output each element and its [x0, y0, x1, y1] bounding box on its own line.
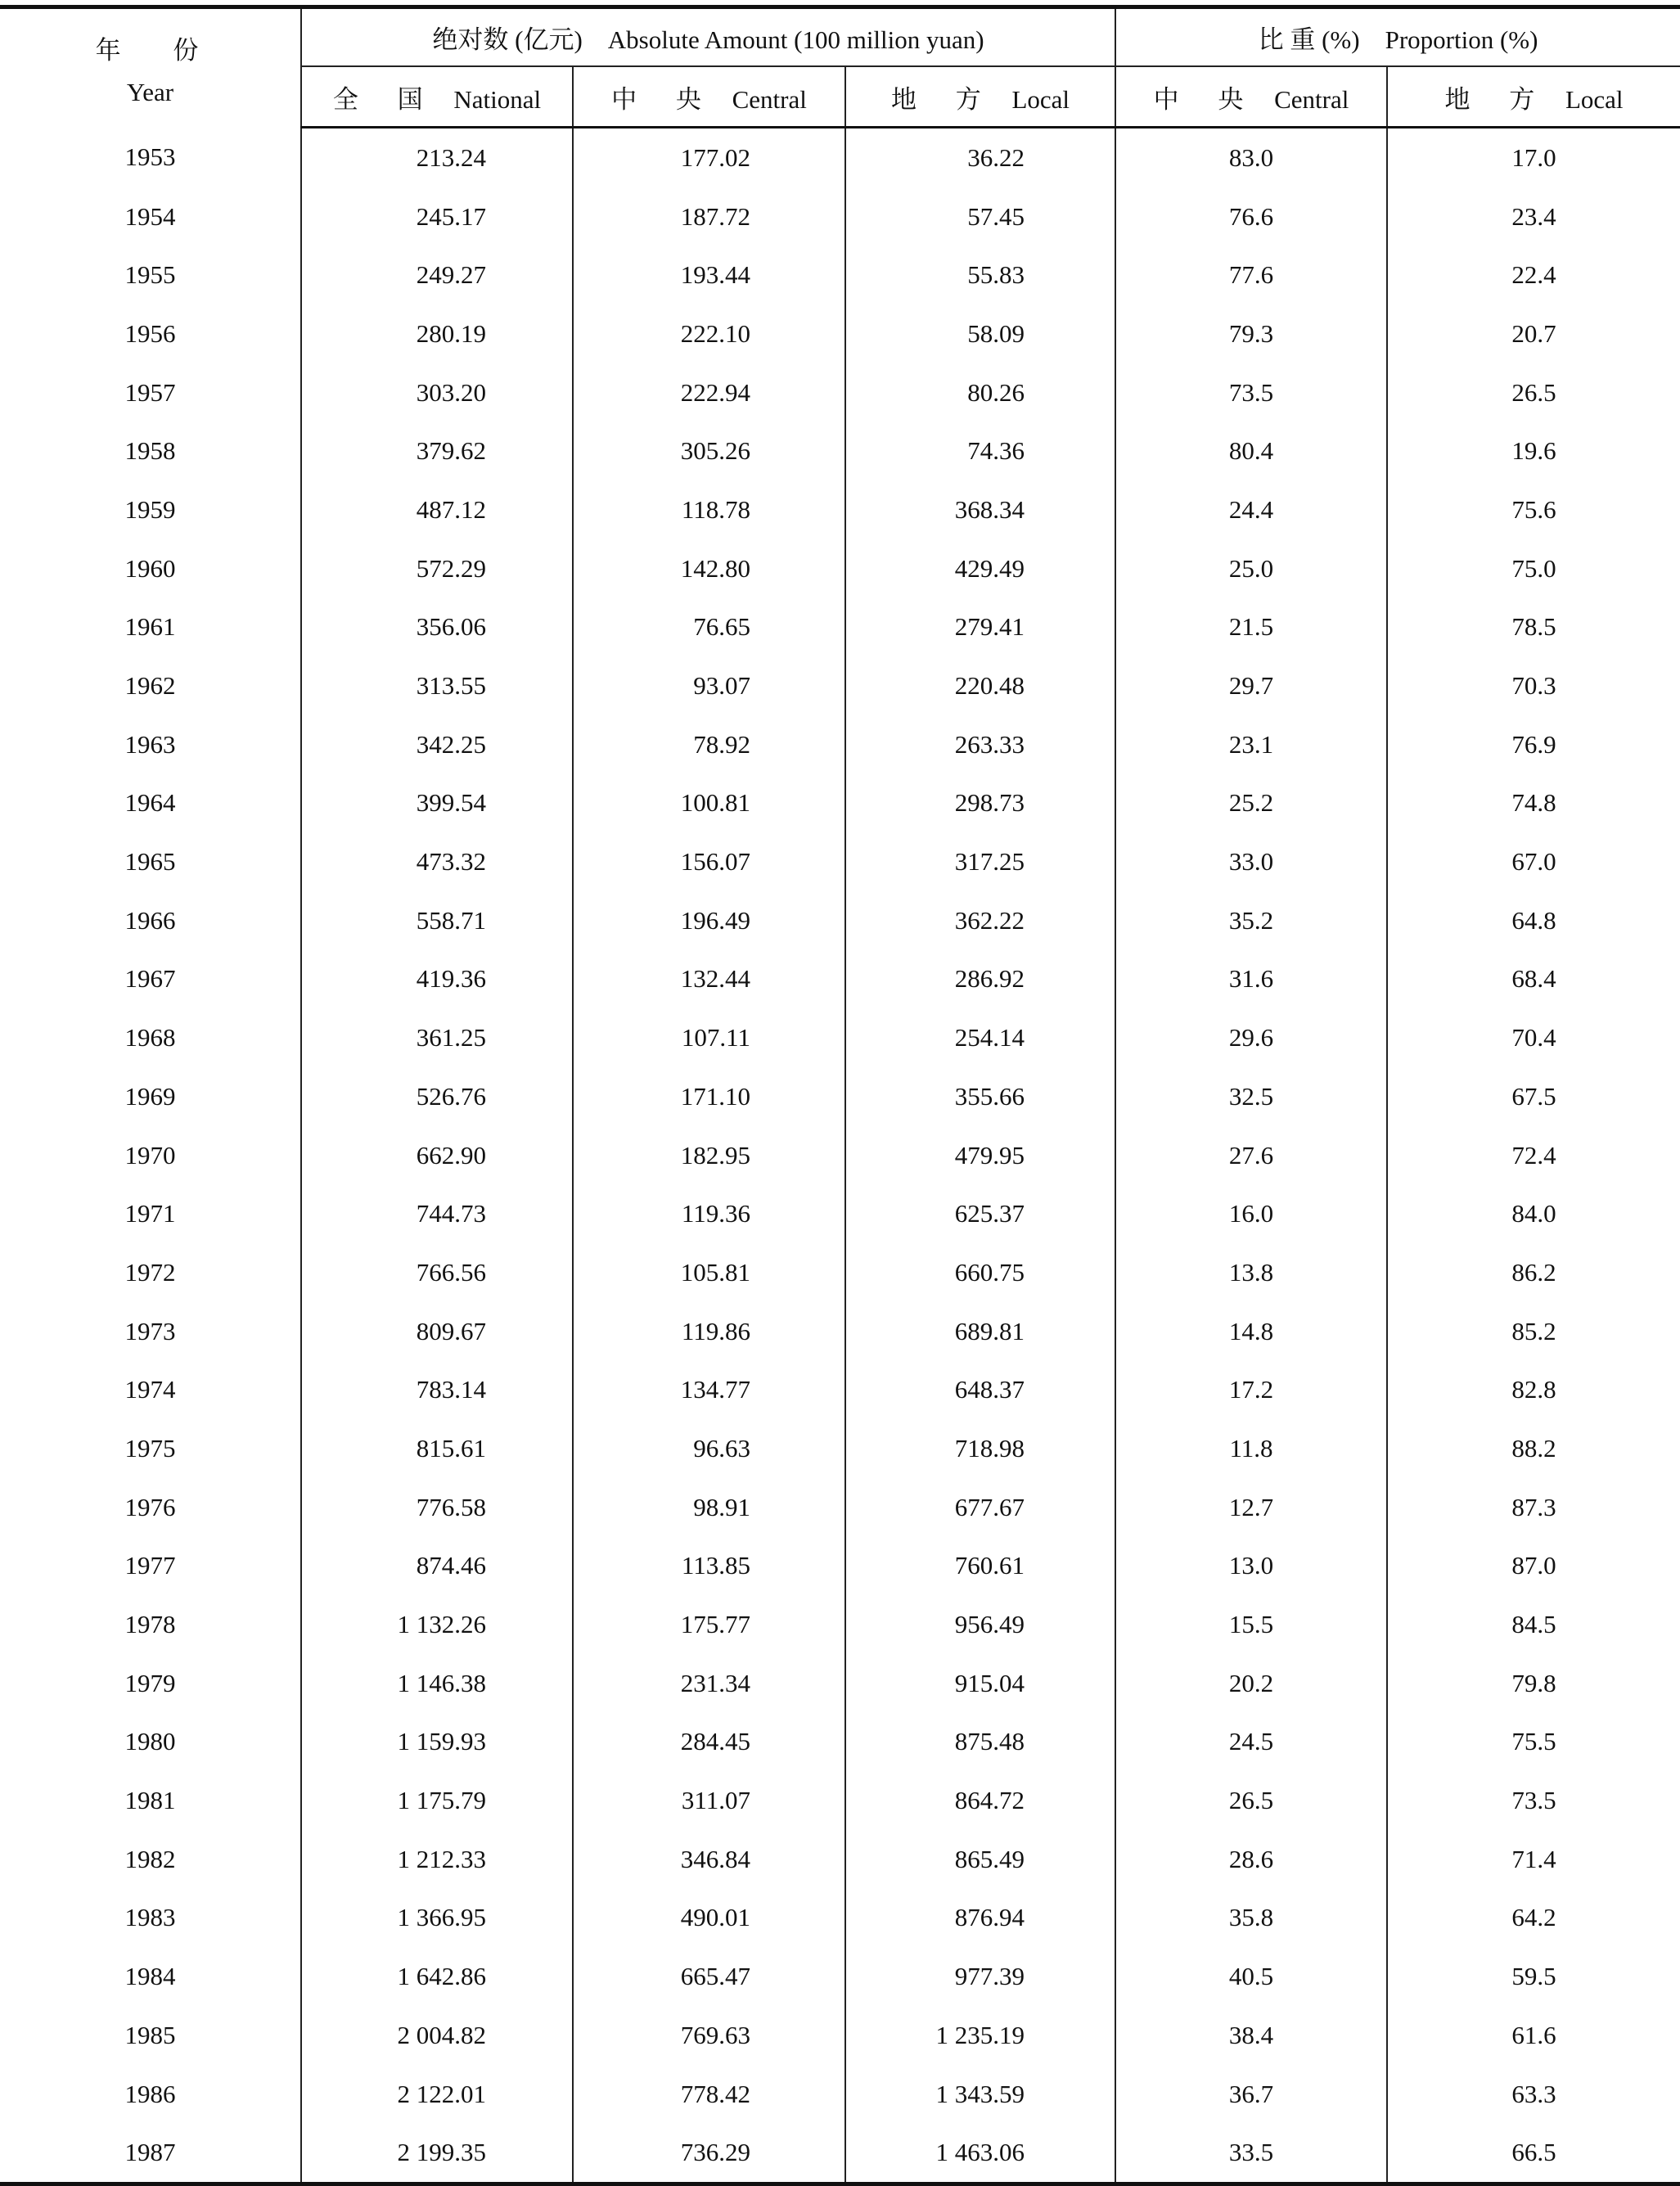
proportion-central-cell: 17.2	[1115, 1360, 1387, 1419]
national-cell: 874.46	[301, 1537, 573, 1596]
proportion-local-cell: 66.5	[1511, 2138, 1556, 2167]
local-cell: 1 463.06	[845, 2123, 1115, 2184]
proportion-central-cell: 32.5	[1115, 1067, 1387, 1126]
absolute-amount-header	[301, 7, 1115, 67]
proportion-central-cell: 11.8	[1115, 1419, 1387, 1478]
proportion-header-en: Proportion (%)	[1385, 25, 1538, 54]
proportion-central-cell: 24.4	[1115, 480, 1387, 539]
proportion-local-cell: 67.0	[1511, 847, 1556, 877]
table-row	[0, 598, 1680, 657]
year-cell: 1975	[0, 1419, 301, 1478]
local-cell: 286.92	[845, 950, 1115, 1009]
local-cell: 58.09	[845, 304, 1115, 363]
year-header	[0, 7, 301, 128]
year-cell: 1982	[0, 1830, 301, 1889]
proportion-central-cell: 83.0	[1115, 128, 1387, 187]
central-cell: 93.07	[573, 656, 845, 715]
proportion-local-cell: 17.0	[1511, 142, 1556, 172]
year-cell: 1970	[0, 1126, 301, 1185]
local-cell: 865.49	[845, 1830, 1115, 1889]
year-cell: 1964	[0, 774, 301, 833]
national-cell: 356.06	[301, 598, 573, 657]
year-cell: 1979	[0, 1654, 301, 1713]
proportion-local-cell: 75.0	[1511, 553, 1556, 583]
table-row	[0, 1243, 1680, 1302]
national-cell: 1 159.93	[301, 1713, 573, 1772]
table-row	[0, 246, 1680, 304]
proportion-local-cell: 87.3	[1511, 1492, 1556, 1521]
table-row	[0, 1537, 1680, 1596]
central-cell: 196.49	[573, 891, 845, 950]
central-cell: 305.26	[573, 421, 845, 480]
national-cell: 473.32	[301, 832, 573, 891]
proportion-central-cell: 16.0	[1115, 1184, 1387, 1243]
proportion-central-cell: 35.8	[1115, 1889, 1387, 1948]
proportion-central-cell: 24.5	[1115, 1713, 1387, 1772]
absolute-amount-header-zh: 绝对数 (亿元)	[432, 25, 583, 54]
central-cell: 311.07	[573, 1771, 845, 1830]
year-cell: 1972	[0, 1243, 301, 1302]
year-cell: 1985	[0, 2006, 301, 2065]
proportion-local-cell: 86.2	[1511, 1257, 1556, 1287]
proportion-central-cell: 31.6	[1115, 950, 1387, 1009]
proportion-local-cell: 64.8	[1511, 905, 1556, 935]
national-cell: 815.61	[301, 1419, 573, 1478]
table-row	[0, 1947, 1680, 2006]
year-cell: 1976	[0, 1478, 301, 1537]
table-header	[0, 7, 1680, 128]
proportion-local-cell: 20.7	[1511, 318, 1556, 348]
proportion-central-cell: 76.6	[1115, 187, 1387, 246]
central-cell: 665.47	[573, 1947, 845, 2006]
proportion-local-cell: 73.5	[1511, 1786, 1556, 1815]
proportion-central-cell: 27.6	[1115, 1126, 1387, 1185]
central-cell: 119.86	[573, 1302, 845, 1361]
proportion-local-cell: 82.8	[1511, 1375, 1556, 1404]
central-cell: 736.29	[573, 2123, 845, 2184]
local-cell: 660.75	[845, 1243, 1115, 1302]
year-cell: 1953	[0, 128, 301, 187]
local-cell: 55.83	[845, 246, 1115, 304]
national-cell: 1 146.38	[301, 1654, 573, 1713]
national-cell: 662.90	[301, 1126, 573, 1185]
proportion-local-cell: 26.5	[1511, 377, 1556, 407]
local-cell: 263.33	[845, 715, 1115, 774]
national-cell: 1 212.33	[301, 1830, 573, 1889]
col-header-proportion-local: 地 方 Local	[1387, 66, 1680, 128]
central-cell: 98.91	[573, 1478, 845, 1537]
year-cell: 1957	[0, 363, 301, 422]
central-cell: 118.78	[573, 480, 845, 539]
table-row	[0, 1008, 1680, 1067]
year-cell: 1954	[0, 187, 301, 246]
proportion-central-cell: 35.2	[1115, 891, 1387, 950]
proportion-local-cell: 23.4	[1511, 201, 1556, 231]
year-cell: 1966	[0, 891, 301, 950]
proportion-central-cell: 13.0	[1115, 1537, 1387, 1596]
local-cell: 760.61	[845, 1537, 1115, 1596]
proportion-local-cell: 85.2	[1511, 1316, 1556, 1345]
central-cell: 346.84	[573, 1830, 845, 1889]
national-cell: 213.24	[301, 128, 573, 187]
proportion-local-cell: 68.4	[1511, 964, 1556, 994]
year-cell: 1977	[0, 1537, 301, 1596]
local-cell: 36.22	[845, 128, 1115, 187]
year-cell: 1955	[0, 246, 301, 304]
central-cell: 134.77	[573, 1360, 845, 1419]
col-header-local: 地 方 Local	[845, 66, 1115, 128]
national-cell: 2 004.82	[301, 2006, 573, 2065]
central-cell: 175.77	[573, 1595, 845, 1654]
national-cell: 783.14	[301, 1360, 573, 1419]
local-cell: 1 343.59	[845, 2065, 1115, 2124]
central-cell: 284.45	[573, 1713, 845, 1772]
national-cell: 572.29	[301, 539, 573, 598]
proportion-central-cell: 33.0	[1115, 832, 1387, 891]
year-header-en: Year	[126, 77, 174, 106]
national-cell: 1 132.26	[301, 1595, 573, 1654]
table-row	[0, 1830, 1680, 1889]
year-cell: 1959	[0, 480, 301, 539]
proportion-local-cell: 75.6	[1511, 494, 1556, 524]
national-cell: 419.36	[301, 950, 573, 1009]
central-cell: 107.11	[573, 1008, 845, 1067]
year-cell: 1967	[0, 950, 301, 1009]
local-cell: 977.39	[845, 1947, 1115, 2006]
local-cell: 57.45	[845, 187, 1115, 246]
national-cell: 526.76	[301, 1067, 573, 1126]
table-row	[0, 656, 1680, 715]
central-cell: 222.10	[573, 304, 845, 363]
proportion-central-cell: 25.2	[1115, 774, 1387, 833]
proportion-central-cell: 80.4	[1115, 421, 1387, 480]
col-header-proportion-central: 中 央 Central	[1115, 66, 1387, 128]
central-cell: 119.36	[573, 1184, 845, 1243]
central-cell: 231.34	[573, 1654, 845, 1713]
year-cell: 1986	[0, 2065, 301, 2124]
year-cell: 1969	[0, 1067, 301, 1126]
local-cell: 956.49	[845, 1595, 1115, 1654]
table-row	[0, 1889, 1680, 1948]
table-row	[0, 539, 1680, 598]
table-row	[0, 2065, 1680, 2124]
proportion-local-cell: 19.6	[1511, 436, 1556, 466]
table-row	[0, 187, 1680, 246]
central-cell: 177.02	[573, 128, 845, 187]
central-cell: 778.42	[573, 2065, 845, 2124]
proportion-central-cell: 23.1	[1115, 715, 1387, 774]
central-cell: 78.92	[573, 715, 845, 774]
central-cell: 187.72	[573, 187, 845, 246]
year-cell: 1960	[0, 539, 301, 598]
year-cell: 1956	[0, 304, 301, 363]
proportion-central-cell: 28.6	[1115, 1830, 1387, 1889]
local-cell: 625.37	[845, 1184, 1115, 1243]
national-cell: 313.55	[301, 656, 573, 715]
local-cell: 298.73	[845, 774, 1115, 833]
proportion-local-cell: 84.0	[1511, 1199, 1556, 1228]
year-cell: 1968	[0, 1008, 301, 1067]
local-cell: 362.22	[845, 891, 1115, 950]
year-cell: 1974	[0, 1360, 301, 1419]
year-cell: 1983	[0, 1889, 301, 1948]
proportion-central-cell: 26.5	[1115, 1771, 1387, 1830]
year-cell: 1963	[0, 715, 301, 774]
proportion-central-cell: 29.6	[1115, 1008, 1387, 1067]
local-cell: 648.37	[845, 1360, 1115, 1419]
proportion-central-cell: 40.5	[1115, 1947, 1387, 2006]
proportion-local-cell: 71.4	[1511, 1844, 1556, 1873]
central-cell: 769.63	[573, 2006, 845, 2065]
year-cell: 1987	[0, 2123, 301, 2184]
national-cell: 1 175.79	[301, 1771, 573, 1830]
national-cell: 2 199.35	[301, 2123, 573, 2184]
proportion-local-cell: 64.2	[1511, 1903, 1556, 1932]
table-row	[0, 1713, 1680, 1772]
proportion-central-cell: 21.5	[1115, 598, 1387, 657]
table-row	[0, 421, 1680, 480]
local-cell: 1 235.19	[845, 2006, 1115, 2065]
local-cell: 864.72	[845, 1771, 1115, 1830]
table-row	[0, 2123, 1680, 2184]
proportion-local-cell: 87.0	[1511, 1551, 1556, 1580]
national-cell: 399.54	[301, 774, 573, 833]
local-cell: 479.95	[845, 1126, 1115, 1185]
year-cell: 1962	[0, 656, 301, 715]
table-row	[0, 1654, 1680, 1713]
proportion-local-cell: 74.8	[1511, 788, 1556, 818]
proportion-central-cell: 38.4	[1115, 2006, 1387, 2065]
national-cell: 766.56	[301, 1243, 573, 1302]
local-cell: 677.67	[845, 1478, 1115, 1537]
proportion-local-cell: 72.4	[1511, 1140, 1556, 1170]
local-cell: 254.14	[845, 1008, 1115, 1067]
national-cell: 303.20	[301, 363, 573, 422]
table-row	[0, 363, 1680, 422]
central-cell: 156.07	[573, 832, 845, 891]
table-row	[0, 1302, 1680, 1361]
central-cell: 193.44	[573, 246, 845, 304]
proportion-local-cell: 79.8	[1511, 1668, 1556, 1697]
proportion-central-cell: 33.5	[1115, 2123, 1387, 2184]
table-row	[0, 480, 1680, 539]
national-cell: 487.12	[301, 480, 573, 539]
proportion-local-cell: 88.2	[1511, 1433, 1556, 1463]
central-cell: 96.63	[573, 1419, 845, 1478]
proportion-central-cell: 36.7	[1115, 2065, 1387, 2124]
central-cell: 490.01	[573, 1889, 845, 1948]
year-cell: 1984	[0, 1947, 301, 2006]
national-cell: 1 366.95	[301, 1889, 573, 1948]
national-cell: 379.62	[301, 421, 573, 480]
proportion-local-cell: 75.5	[1511, 1727, 1556, 1756]
local-cell: 915.04	[845, 1654, 1115, 1713]
local-cell: 74.36	[845, 421, 1115, 480]
year-cell: 1961	[0, 598, 301, 657]
table-row	[0, 304, 1680, 363]
central-cell: 76.65	[573, 598, 845, 657]
national-cell: 1 642.86	[301, 1947, 573, 2006]
table-row	[0, 1419, 1680, 1478]
proportion-local-cell: 84.5	[1511, 1610, 1556, 1639]
central-cell: 182.95	[573, 1126, 845, 1185]
central-cell: 171.10	[573, 1067, 845, 1126]
national-cell: 2 122.01	[301, 2065, 573, 2124]
revenue-table	[0, 5, 1680, 2186]
table-row	[0, 950, 1680, 1009]
proportion-central-cell: 79.3	[1115, 304, 1387, 363]
proportion-local-cell: 59.5	[1511, 1962, 1556, 1991]
local-cell: 876.94	[845, 1889, 1115, 1948]
proportion-local-cell: 63.3	[1511, 2079, 1556, 2108]
central-cell: 142.80	[573, 539, 845, 598]
proportion-central-cell: 14.8	[1115, 1302, 1387, 1361]
local-cell: 80.26	[845, 363, 1115, 422]
table-row	[0, 1067, 1680, 1126]
proportion-central-cell: 13.8	[1115, 1243, 1387, 1302]
local-cell: 355.66	[845, 1067, 1115, 1126]
year-header-zh: 年 份	[95, 35, 222, 65]
proportion-central-cell: 73.5	[1115, 363, 1387, 422]
year-cell: 1971	[0, 1184, 301, 1243]
table-row	[0, 2006, 1680, 2065]
local-cell: 429.49	[845, 539, 1115, 598]
absolute-amount-header-en: Absolute Amount (100 million yuan)	[607, 25, 984, 54]
national-cell: 245.17	[301, 187, 573, 246]
year-cell: 1958	[0, 421, 301, 480]
year-cell: 1965	[0, 832, 301, 891]
proportion-central-cell: 77.6	[1115, 246, 1387, 304]
proportion-central-cell: 20.2	[1115, 1654, 1387, 1713]
national-cell: 249.27	[301, 246, 573, 304]
table-body	[0, 128, 1680, 2184]
central-cell: 113.85	[573, 1537, 845, 1596]
table-row	[0, 715, 1680, 774]
year-cell: 1978	[0, 1595, 301, 1654]
local-cell: 317.25	[845, 832, 1115, 891]
proportion-local-cell: 22.4	[1511, 260, 1556, 290]
proportion-local-cell: 70.4	[1511, 1023, 1556, 1052]
local-cell: 220.48	[845, 656, 1115, 715]
local-cell: 368.34	[845, 480, 1115, 539]
table-row	[0, 1478, 1680, 1537]
table-row	[0, 1184, 1680, 1243]
central-cell: 100.81	[573, 774, 845, 833]
proportion-local-cell: 78.5	[1511, 612, 1556, 642]
proportion-central-cell: 15.5	[1115, 1595, 1387, 1654]
proportion-local-cell: 76.9	[1511, 729, 1556, 759]
proportion-local-cell: 67.5	[1511, 1081, 1556, 1111]
national-cell: 809.67	[301, 1302, 573, 1361]
central-cell: 105.81	[573, 1243, 845, 1302]
national-cell: 776.58	[301, 1478, 573, 1537]
national-cell: 744.73	[301, 1184, 573, 1243]
proportion-local-cell: 61.6	[1511, 2020, 1556, 2049]
year-cell: 1981	[0, 1771, 301, 1830]
table-row	[0, 1771, 1680, 1830]
proportion-local-cell: 70.3	[1511, 671, 1556, 701]
table-row	[0, 1595, 1680, 1654]
year-cell: 1973	[0, 1302, 301, 1361]
table-row	[0, 128, 1680, 187]
national-cell: 342.25	[301, 715, 573, 774]
proportion-central-cell: 29.7	[1115, 656, 1387, 715]
local-cell: 875.48	[845, 1713, 1115, 1772]
proportion-central-cell: 25.0	[1115, 539, 1387, 598]
central-cell: 132.44	[573, 950, 845, 1009]
col-header-national: 全 国 National	[301, 66, 573, 128]
table-row	[0, 774, 1680, 833]
proportion-central-cell: 12.7	[1115, 1478, 1387, 1537]
table-row	[0, 1360, 1680, 1419]
proportion-header-zh: 比 重 (%)	[1258, 25, 1360, 54]
table-row	[0, 832, 1680, 891]
local-cell: 689.81	[845, 1302, 1115, 1361]
local-cell: 718.98	[845, 1419, 1115, 1478]
col-header-central: 中 央 Central	[573, 66, 845, 128]
table-row	[0, 891, 1680, 950]
year-cell: 1980	[0, 1713, 301, 1772]
national-cell: 558.71	[301, 891, 573, 950]
proportion-header	[1115, 7, 1680, 67]
national-cell: 361.25	[301, 1008, 573, 1067]
table-row	[0, 1126, 1680, 1185]
national-cell: 280.19	[301, 304, 573, 363]
central-cell: 222.94	[573, 363, 845, 422]
local-cell: 279.41	[845, 598, 1115, 657]
